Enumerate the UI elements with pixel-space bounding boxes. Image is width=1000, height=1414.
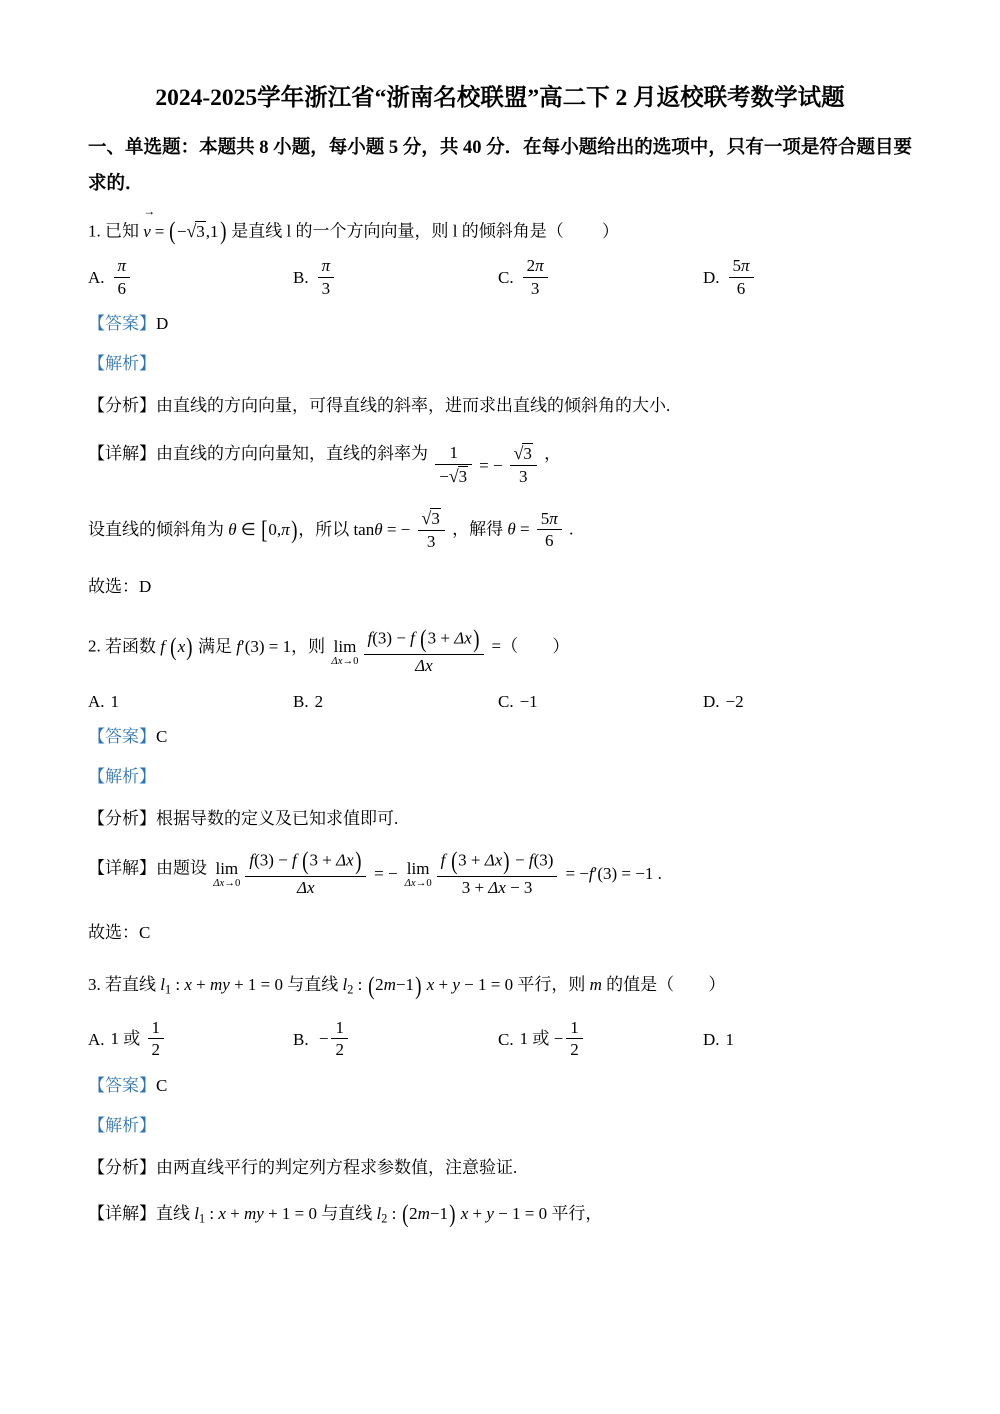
question-1-stem-prefix: 已知 xyxy=(105,221,139,241)
question-1-guxuan xyxy=(88,572,912,602)
question-2-answer: C xyxy=(156,727,168,747)
question-1-guxuan-value: D xyxy=(139,577,152,597)
question-2-number: 2. xyxy=(88,636,101,656)
option-a[interactable] xyxy=(88,257,293,299)
option-d-label: D. xyxy=(703,268,720,288)
option-a[interactable] xyxy=(88,692,293,712)
question-2-analysis-tag xyxy=(88,762,912,792)
question-3-fenxi-text: 由两直线平行的判定列方程求参数值，注意验证. xyxy=(156,1157,518,1177)
question-2-guxuan xyxy=(88,918,912,948)
option-d-label: D. xyxy=(703,692,720,712)
option-c[interactable] xyxy=(498,692,703,712)
question-2-stem-eq: =（ xyxy=(491,636,519,656)
question-2-guxuan-value: C xyxy=(139,923,151,943)
fenxi-label: 【分析】 xyxy=(88,1157,156,1177)
option-d-value: −2 xyxy=(725,692,744,712)
option-b-value: 2 xyxy=(314,692,324,712)
option-a-label: A. xyxy=(88,692,105,712)
question-1-vector-expression: → v = ( − √3 ,1 ) xyxy=(143,216,227,247)
option-d-label: D. xyxy=(703,1029,720,1049)
difference-quotient-1: $\frac{f(3) - f (3 + \Delta x)}{\Delta x}$ xyxy=(245,849,366,897)
question-1-answer: D xyxy=(156,314,169,334)
question-3-stem-text: 若直线 $l_1$ : x + my + 1 = 0 与直线 $l_2$ : (2m−1) x + y − 1 = 0 平行，则 m 的值是（ xyxy=(105,970,675,1000)
guxuan-label: 故选： xyxy=(88,577,139,597)
answer-label: 【答案】 xyxy=(88,727,156,747)
question-1-analysis-tag xyxy=(88,349,912,379)
limit-operator: lim Δx→0 xyxy=(331,636,359,667)
question-1-stem-mid: 是直线 l 的一个方向向量，则 l 的倾斜角是（ xyxy=(231,221,564,241)
option-d[interactable] xyxy=(703,1030,908,1050)
option-d[interactable] xyxy=(703,692,908,712)
question-2-options xyxy=(88,692,912,712)
guxuan-label: 故选： xyxy=(88,923,139,943)
analysis-label: 【解析】 xyxy=(88,354,156,374)
option-a-label: A. xyxy=(88,268,105,288)
question-1-stem-close: ） xyxy=(601,221,619,241)
option-b[interactable] xyxy=(293,257,498,299)
option-a-value: 1 或 $\frac{1}{2}$ xyxy=(111,1019,168,1061)
question-2-stem-close: ） xyxy=(552,636,570,656)
fraction-sqrt3-over-3: $\frac{√3}{3}$ xyxy=(510,443,537,486)
question-2-stem xyxy=(88,624,912,676)
option-c-label: C. xyxy=(498,268,514,288)
question-2-fenxi xyxy=(88,804,912,834)
question-2-result: = −f′(3) = −1 . xyxy=(565,864,662,884)
fenxi-label: 【分析】 xyxy=(88,809,156,829)
option-b-value: $\frac{\pi}{3}$ xyxy=(318,256,335,298)
question-2-xiangjie xyxy=(88,846,912,898)
paren-close: ) xyxy=(219,215,226,245)
question-1-slope-expression: $\frac{1}{-√3}$ = − $\frac{√3}{3}$ xyxy=(432,444,540,487)
answer-label: 【答案】 xyxy=(88,1075,156,1095)
option-d-value: $\frac{5\pi}{6}$ xyxy=(729,256,754,298)
fraction-5pi-over-6: $\frac{5\pi}{6}$ xyxy=(537,509,562,551)
fraction-1-over-neg-sqrt3: $\frac{1}{-√3}$ xyxy=(435,443,472,486)
question-3-fenxi xyxy=(88,1153,912,1183)
option-a-value: $\frac{\pi}{6}$ xyxy=(114,256,131,298)
analysis-label: 【解析】 xyxy=(88,767,156,787)
difference-quotient: $\frac{f(3) - f (3 + \Delta x)}{\Delta x}$ xyxy=(364,627,485,675)
document-content xyxy=(88,78,912,1233)
difference-quotient-2: $\frac{f (3 + \Delta x) - f(3)}{3 + \Delta x - 3}$ xyxy=(437,849,558,897)
page-title: 2024-2025学年浙江省“浙南名校联盟”高二下 2 月返校联考数学试题 xyxy=(155,85,845,111)
question-1-answer-line xyxy=(88,309,912,339)
option-a-value: 1 xyxy=(110,692,120,712)
question-3-xiangjie xyxy=(88,1199,912,1233)
question-3-answer: C xyxy=(156,1075,168,1095)
option-b-label: B. xyxy=(293,1029,309,1049)
question-1-xiangjie-line2-suffix: . xyxy=(569,519,574,539)
question-1-xiangjie-line2 xyxy=(88,509,912,552)
question-3-stem xyxy=(88,970,912,1004)
question-3-options xyxy=(88,1019,912,1061)
question-2-derivation: lim Δx→0 $\frac{f(3) - f (3 + \Delta x)}{\Delta x}$ = − lim Δx→0 $\frac{f (3 + \Delta x) - f(3)}{3 + \Delta x - 3}$ = −f′(3) = −1 . xyxy=(213,846,662,897)
option-b-value: − $\frac{1}{2}$ xyxy=(315,1019,351,1061)
option-b[interactable] xyxy=(293,692,498,712)
limit-operator-1: lim Δx→0 xyxy=(213,858,241,889)
question-1-xiangjie-prefix: 由直线的方向向量知，直线的斜率为 xyxy=(156,444,428,464)
question-3-answer-line xyxy=(88,1071,912,1101)
option-c-value: 1 或 − $\frac{1}{2}$ xyxy=(520,1019,586,1061)
question-3-xiangjie-text: 直线 $l_1$ : x + my + 1 = 0 与直线 $l_2$ : (2m−1) x + y − 1 = 0 平行， xyxy=(156,1199,603,1229)
sqrt-3: √3 xyxy=(186,221,205,241)
question-2-answer-line xyxy=(88,722,912,752)
analysis-label: 【解析】 xyxy=(88,1115,156,1135)
question-1-xiangjie-line1 xyxy=(88,439,912,487)
option-c-value: −1 xyxy=(519,692,538,712)
option-b-label: B. xyxy=(293,268,309,288)
paren-open: ( xyxy=(169,215,176,245)
arrow-icon: → xyxy=(143,203,156,218)
question-1-options xyxy=(88,257,912,299)
question-1-stem xyxy=(88,203,912,247)
option-a-label: A. xyxy=(88,1029,105,1049)
option-c-label: C. xyxy=(498,1029,514,1049)
option-c-label: C. xyxy=(498,692,514,712)
question-3-analysis-tag xyxy=(88,1111,912,1141)
question-1-number: 1. xyxy=(88,221,101,241)
option-c[interactable] xyxy=(498,257,703,299)
fenxi-label: 【分析】 xyxy=(88,396,156,416)
option-d[interactable] xyxy=(703,257,908,299)
limit-operator-2: lim Δx→0 xyxy=(404,858,432,889)
xiangjie-label: 【详解】 xyxy=(88,858,156,878)
question-2-limit-expression xyxy=(329,624,487,676)
xiangjie-label: 【详解】 xyxy=(88,444,156,464)
vector-v: → v xyxy=(143,203,156,241)
question-1-fenxi xyxy=(88,391,912,421)
option-c-value: $\frac{2\pi}{3}$ xyxy=(523,256,548,298)
answer-label: 【答案】 xyxy=(88,314,156,334)
section-heading: 一、单选题：本题共 8 小题，每小题 5 分，共 40 分．在每小题给出的选项中，只有一项是符合题目要求的． xyxy=(88,138,912,194)
option-c[interactable] xyxy=(498,1019,703,1061)
option-a[interactable] xyxy=(88,1019,293,1061)
question-2-xiangjie-prefix: 由题设 xyxy=(156,858,207,878)
question-2-stem-prefix: 若函数 f (x) 满足 f′(3) = 1，则 xyxy=(105,632,326,662)
question-1-xiangjie-suffix: ， xyxy=(544,444,562,464)
question-1-fenxi-text: 由直线的方向向量，可得直线的斜率，进而求出直线的倾斜角的大小. xyxy=(156,396,671,416)
fraction-sqrt3-over-3-b: $\frac{√3}{3}$ xyxy=(418,508,445,551)
question-1-xiangjie-line2-mid: ，解得 θ = xyxy=(452,519,530,539)
question-1-xiangjie-line2-prefix: 设直线的倾斜角为 θ ∈ [0,π)，所以 tanθ = − xyxy=(88,514,411,544)
option-d-value: 1 xyxy=(725,1029,735,1049)
question-3-stem-close: ） xyxy=(708,975,726,995)
question-3-number: 3. xyxy=(88,975,101,995)
question-2-fenxi-text: 根据导数的定义及已知求值即可. xyxy=(156,809,399,829)
xiangjie-label: 【详解】 xyxy=(88,1203,156,1223)
option-b[interactable] xyxy=(293,1019,498,1061)
option-b-label: B. xyxy=(293,692,309,712)
